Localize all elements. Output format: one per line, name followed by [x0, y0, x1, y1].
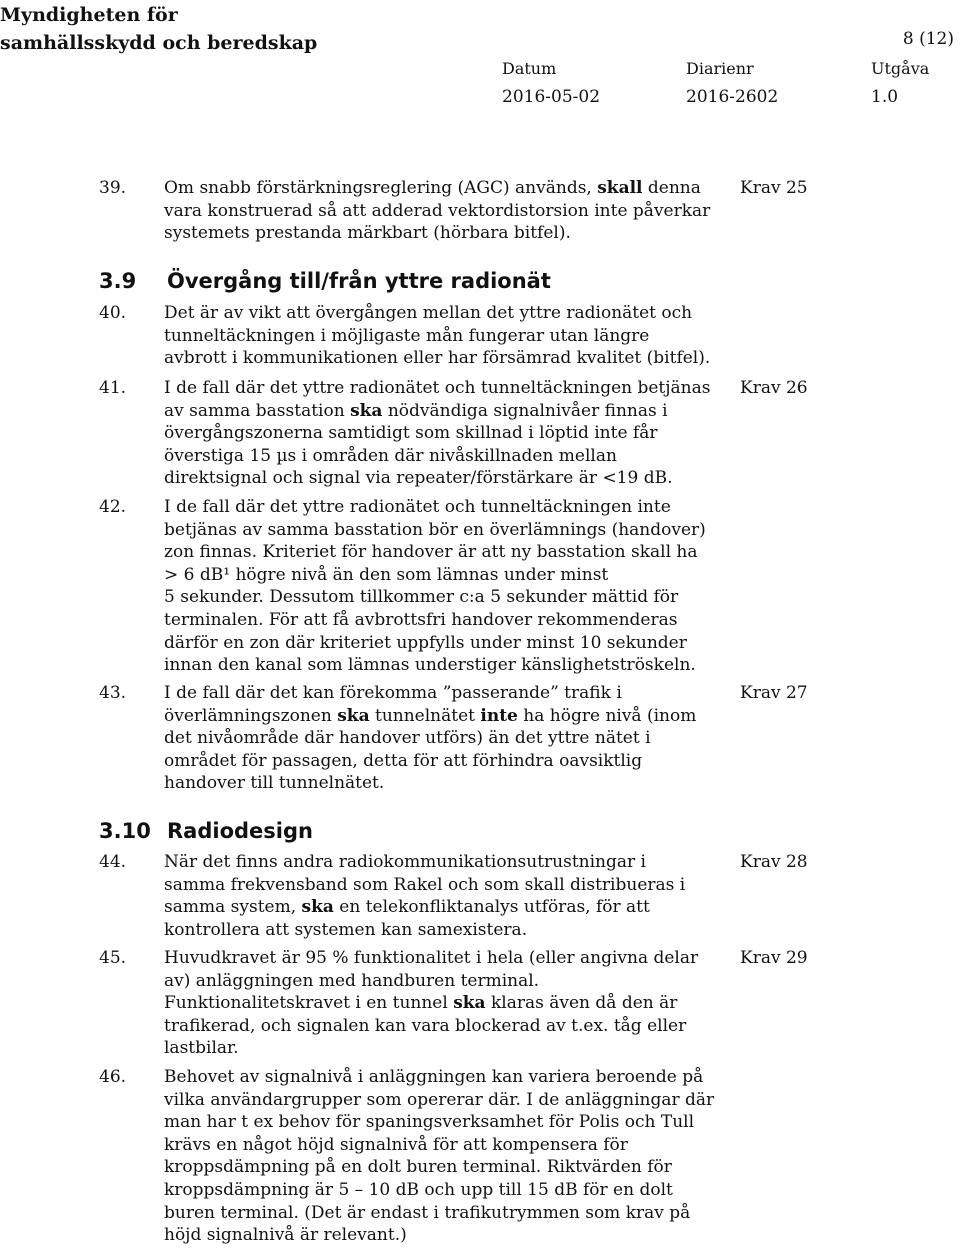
text-line [164, 467, 729, 490]
item-number: 46. [99, 1067, 127, 1087]
text-run: kontrollera att systemen kan samexistera. [164, 919, 528, 940]
text-run: 5 sekunder. Dessutom tillkommer c:a 5 sekunder mättid för [164, 587, 679, 608]
text-line [164, 772, 729, 795]
text-run: nödvändiga signalnivåer finnas i [382, 400, 668, 421]
page-number: 8 (12) [902, 29, 954, 49]
text-line [164, 682, 729, 705]
text-line [164, 564, 729, 587]
text-run: en telekonfliktanalys utföras, för att [333, 897, 650, 918]
text-line [164, 445, 729, 468]
text-run: I de fall där det kan förekomma ”passerande” trafik i [164, 683, 622, 703]
text-line [164, 1037, 729, 1060]
item-text [164, 496, 729, 677]
organization-name-line-1: Myndigheten för [0, 4, 178, 26]
section-heading-3-9 [99, 268, 551, 294]
text-run: av) anläggningen med handburen terminal. [164, 970, 540, 991]
text-run: systemets prestanda märkbart (hörbara bitfel). [164, 223, 571, 244]
text-line [164, 970, 729, 993]
text-run: zon finnas. Kriteriet för handover är att ny basstation skall ha [164, 542, 698, 563]
text-line [164, 222, 729, 245]
text-run: denna [642, 178, 701, 198]
text-run: man har t ex behov för spaningsverksamhet för Polis och Tull [164, 1112, 695, 1133]
krav-label: Krav 28 [740, 852, 808, 872]
item-text [164, 682, 729, 795]
text-line [164, 896, 729, 919]
text-run: handover till tunnelnätet. [164, 773, 385, 794]
item-text [164, 302, 729, 370]
text-run: krävs en något höjd signalnivå för att kompensera för [164, 1134, 628, 1155]
item-number: 45. [99, 948, 127, 968]
emphasis-text: ska [301, 897, 334, 918]
text-run: buren terminal. (Det är endast i trafikutrymmen som krav på [164, 1202, 691, 1223]
text-run: Det är av vikt att övergången mellan det yttre radionätet och [164, 303, 693, 323]
text-run: trafikerad, och signalen kan vara blockerad av t.ex. tåg eller [164, 1015, 687, 1036]
emphasis-text: ska [453, 993, 486, 1014]
item-text [164, 1066, 729, 1247]
text-run: Huvudkravet är 95 % funktionalitet i hela (eller angivna delar [164, 948, 699, 968]
text-run: Om snabb förstärkningsreglering (AGC) används, [164, 178, 598, 198]
text-line [164, 727, 729, 750]
text-line [164, 1066, 729, 1089]
text-run: av samma basstation [164, 400, 351, 421]
text-line [164, 347, 729, 370]
text-line [164, 1224, 729, 1247]
krav-label: Krav 25 [740, 178, 808, 198]
item-number: 44. [99, 852, 127, 872]
text-run: > 6 dB¹ högre nivå än den som lämnas under minst [164, 564, 609, 585]
krav-label: Krav 26 [740, 378, 808, 398]
text-line [164, 400, 729, 423]
text-line [164, 586, 729, 609]
text-run: klaras även då den är [485, 993, 678, 1014]
text-run: vara konstruerad så att adderad vektordistorsion inte påverkar [164, 200, 711, 221]
section-title: Radiodesign [167, 819, 313, 843]
text-run: terminalen. För att få avbrottsfri handover rekommenderas [164, 609, 678, 630]
text-line [164, 1111, 729, 1134]
text-run: I de fall där det yttre radionätet och tunneltäckningen inte [164, 497, 671, 517]
text-line [164, 1089, 729, 1112]
text-run: övergångszonerna samtidigt som skillnad i löptid inte får [164, 423, 658, 444]
section-number: 3.9 [99, 269, 137, 293]
text-run: samma system, [164, 897, 302, 918]
text-run: kroppsdämpning är 5 – 10 dB och upp till 15 dB för en dolt [164, 1179, 673, 1200]
text-run: området för passagen, detta för att förhindra oavsiktlig [164, 750, 643, 771]
text-run: lastbilar. [164, 1038, 239, 1059]
text-line [164, 609, 729, 632]
text-run: ha högre nivå (inom [517, 705, 697, 726]
text-line [164, 302, 729, 325]
text-run: Behovet av signalnivå i anläggningen kan variera beroende på [164, 1067, 704, 1087]
text-run: överstiga 15 µs i områden där nivåskillnaden mellan [164, 445, 617, 466]
text-run: Funktionalitetskravet i en tunnel [164, 993, 454, 1014]
item-text [164, 947, 729, 1060]
text-run: vilka användargrupper som opererar där. I de anläggningar där [164, 1089, 715, 1110]
text-run: avbrott i kommunikationen eller har försämrad kvalitet (bitfel). [164, 348, 711, 369]
emphasis-text: inte [480, 705, 518, 726]
text-run: överlämningszonen [164, 705, 338, 726]
text-line [164, 377, 729, 400]
item-text [164, 851, 729, 941]
item-text [164, 177, 729, 245]
text-run: det nivåområde där handover utförs) än det yttre nätet i [164, 728, 651, 749]
utgava-label: Utgåva [871, 59, 930, 78]
text-line [164, 705, 729, 728]
item-text [164, 377, 729, 490]
item-number: 39. [99, 178, 127, 198]
utgava-value: 1.0 [871, 87, 899, 107]
krav-label: Krav 29 [740, 948, 808, 968]
text-run: kroppsdämpning på en dolt buren terminal. Riktvärden för [164, 1157, 672, 1178]
text-line [164, 496, 729, 519]
text-line [164, 947, 729, 970]
text-line [164, 851, 729, 874]
organization-name-line-2: samhällsskydd och beredskap [0, 32, 318, 54]
meta-datum [502, 58, 600, 108]
section-heading-3-10 [99, 818, 313, 844]
text-line [164, 1202, 729, 1225]
text-run: höjd signalnivå är relevant.) [164, 1225, 407, 1246]
text-line [164, 200, 729, 223]
text-line [164, 1015, 729, 1038]
text-line [164, 919, 729, 942]
emphasis-text: ska [350, 400, 383, 421]
text-line [164, 750, 729, 773]
text-line [164, 1134, 729, 1157]
emphasis-text: skall [597, 178, 643, 198]
diarienr-label: Diarienr [686, 59, 754, 78]
text-line [164, 654, 729, 677]
text-line [164, 177, 729, 200]
meta-diarienr [686, 58, 778, 108]
krav-label: Krav 27 [740, 683, 808, 703]
text-run: betjänas av samma basstation bör en överlämnings (handover) [164, 519, 706, 540]
text-run: samma frekvensband som Rakel och som skall distribueras i [164, 874, 686, 895]
section-title: Övergång till/från yttre radionät [167, 269, 551, 293]
item-number: 41. [99, 378, 127, 398]
emphasis-text: ska [337, 705, 370, 726]
text-line [164, 519, 729, 542]
text-line [164, 1179, 729, 1202]
text-run: När det finns andra radiokommunikationsutrustningar i [164, 852, 646, 872]
text-line [164, 1156, 729, 1179]
text-line [164, 325, 729, 348]
item-number: 40. [99, 303, 127, 323]
organization-name [0, 1, 317, 57]
text-run: innan den kanal som lämnas understiger känslighetströskeln. [164, 655, 696, 676]
item-number: 43. [99, 683, 127, 703]
text-run: I de fall där det yttre radionätet och tunneltäckningen betjänas [164, 378, 711, 398]
text-line [164, 992, 729, 1015]
datum-value: 2016-05-02 [502, 87, 601, 107]
section-number: 3.10 [99, 819, 151, 843]
text-run: därför en zon där kriteriet uppfylls under minst 10 sekunder [164, 632, 687, 653]
text-line [164, 541, 729, 564]
text-line [164, 422, 729, 445]
item-number: 42. [99, 497, 127, 517]
diarienr-value: 2016-2602 [686, 87, 779, 107]
datum-label: Datum [502, 59, 557, 78]
text-line [164, 632, 729, 655]
text-run: tunneltäckningen i möjligaste mån fungerar utan längre [164, 325, 650, 346]
text-run: direktsignal och signal via repeater/förstärkare är <19 dB. [164, 468, 673, 489]
text-run: tunnelnätet [369, 705, 481, 726]
meta-utgava [871, 58, 929, 108]
text-line [164, 874, 729, 897]
